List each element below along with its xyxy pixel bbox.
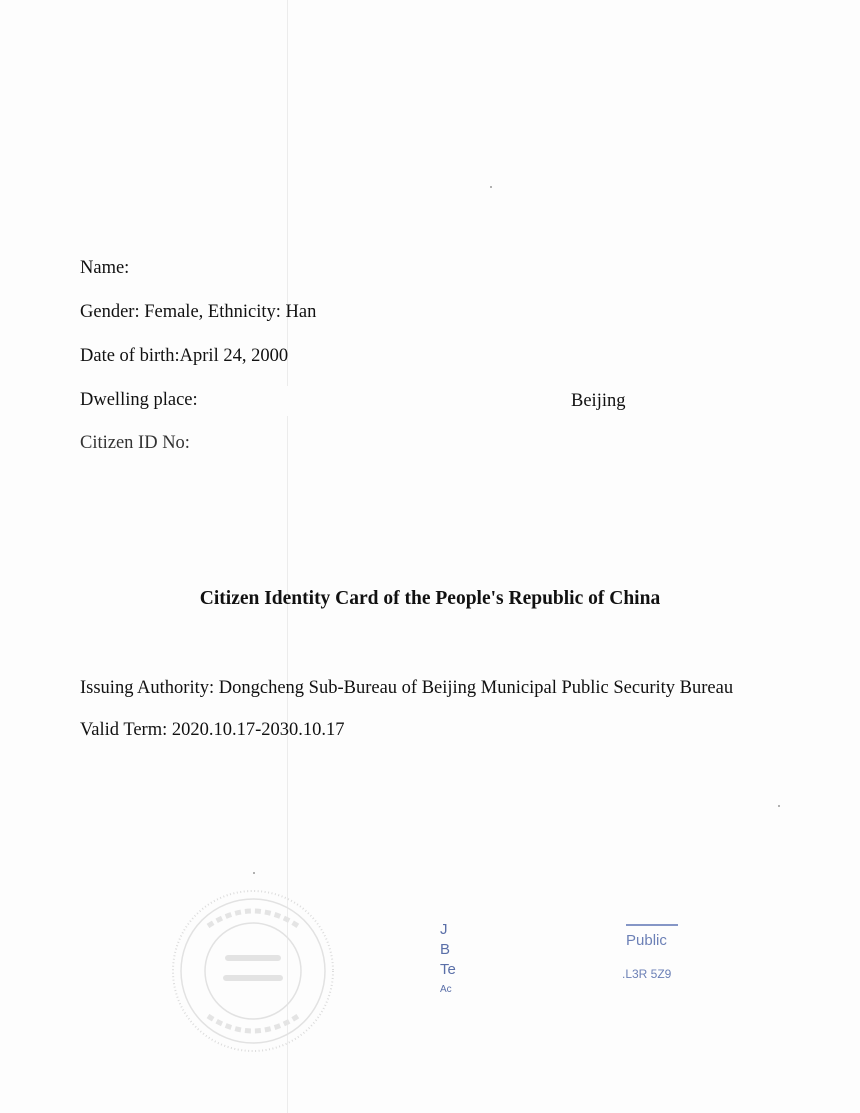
notary-public-stamp bbox=[622, 924, 678, 981]
notary-stamp-fragment bbox=[440, 920, 456, 1000]
citizen-id-field: Citizen ID No: bbox=[80, 433, 190, 453]
stamp-line: Ac bbox=[440, 984, 452, 995]
notary-seal-icon bbox=[168, 886, 338, 1056]
stamp-line: J bbox=[440, 921, 448, 938]
card-title: Citizen Identity Card of the People's Republic of China bbox=[199, 588, 661, 609]
dwelling-place-field: Dwelling place: bbox=[80, 390, 198, 410]
stamp-code: .L3R 5Z9 bbox=[622, 967, 672, 981]
dwelling-city: Beijing bbox=[571, 391, 626, 411]
valid-term-field: Valid Term: 2020.10.17-2030.10.17 bbox=[80, 720, 345, 740]
stamp-line: B bbox=[440, 941, 451, 958]
scan-speck bbox=[253, 872, 255, 874]
name-field: Name: bbox=[80, 258, 130, 278]
scan-speck bbox=[490, 186, 492, 188]
issuing-authority-field: Issuing Authority: Dongcheng Sub-Bureau of Beijing Municipal Public Security Bureau bbox=[80, 678, 734, 698]
redacted-address bbox=[212, 386, 562, 416]
stamp-line: Te bbox=[440, 961, 456, 978]
date-of-birth-field: Date of birth:April 24, 2000 bbox=[80, 346, 289, 366]
scan-speck bbox=[778, 805, 780, 807]
stamp-public-label: Public bbox=[626, 932, 667, 949]
stamp-bar bbox=[626, 924, 678, 926]
gender-ethnicity-field: Gender: Female, Ethnicity: Han bbox=[80, 302, 317, 322]
